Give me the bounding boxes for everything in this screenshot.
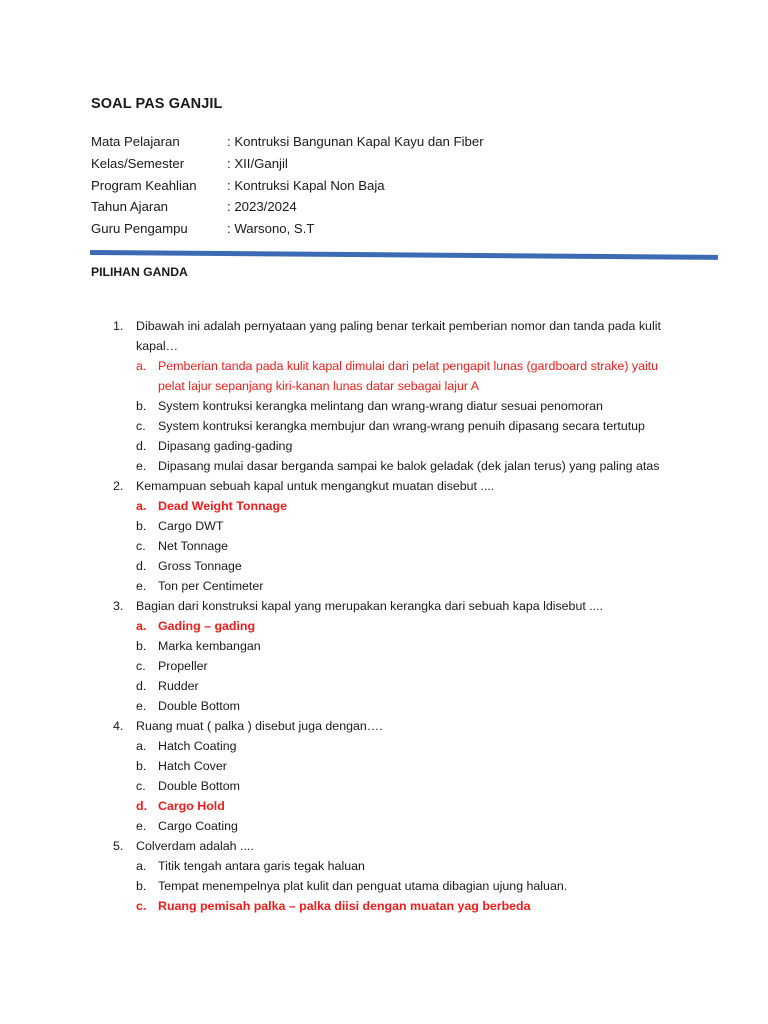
question-number: 3. (113, 599, 124, 613)
option-letter: d. (136, 439, 147, 453)
option-letter: b. (136, 519, 147, 533)
option-letter: a. (136, 359, 147, 373)
answer-option (0, 756, 768, 776)
option-letter: e. (136, 579, 147, 593)
option-text: Dipasang mulai dasar berganda sampai ke balok geladak (dek jalan terus) yang paling atas (158, 459, 660, 473)
answer-option (0, 456, 768, 476)
answer-option (0, 516, 768, 536)
info-label: Tahun Ajaran (91, 199, 168, 215)
option-letter: e. (136, 699, 147, 713)
option-letter: d. (136, 679, 147, 693)
answer-option (0, 636, 768, 656)
info-value: : 2023/2024 (227, 199, 297, 215)
answer-option-correct (0, 796, 768, 816)
option-letter: b. (136, 399, 147, 413)
option-text: Dead Weight Tonnage (158, 499, 287, 513)
answer-option-correct (0, 896, 768, 916)
option-letter: a. (136, 499, 147, 513)
option-letter: e. (136, 819, 147, 833)
answer-option (0, 436, 768, 456)
answer-option (0, 656, 768, 676)
answer-option-correct (0, 616, 768, 636)
answer-option (0, 416, 768, 436)
option-text: Marka kembangan (158, 639, 261, 653)
question-text: Bagian dari konstruksi kapal yang merupakan kerangka dari sebuah kapa ldisebut .... (136, 599, 603, 613)
option-text: Hatch Cover (158, 759, 227, 773)
info-value: : Kontruksi Bangunan Kapal Kayu dan Fiber (227, 134, 484, 149)
question-item (0, 316, 768, 356)
info-value: : Kontruksi Kapal Non Baja (227, 177, 385, 193)
option-letter: b. (136, 639, 147, 653)
question-item (0, 476, 768, 496)
option-text: Rudder (158, 679, 199, 693)
option-text: Double Bottom (158, 779, 240, 793)
option-text: Pemberian tanda pada kulit kapal dimulai dari pelat pengapit lunas (gardboard strake) yaitu pelat lajur sepanjang kiri-kanan lunas datar sebagai lajur A (158, 359, 659, 393)
question-item (0, 836, 768, 856)
answer-option (0, 536, 768, 556)
option-letter: b. (136, 879, 147, 893)
answer-option (0, 576, 768, 596)
option-letter: b. (136, 759, 147, 773)
question-number: 4. (113, 719, 124, 733)
answer-option (0, 396, 768, 416)
info-label: Program Keahlian (91, 177, 197, 193)
question-number: 5. (113, 839, 124, 853)
option-text: Titik tengah antara garis tegak haluan (158, 859, 365, 873)
option-text: Ruang pemisah palka – palka diisi dengan muatan yag berbeda (158, 899, 531, 913)
info-label: Kelas/Semester (91, 155, 185, 171)
option-letter: a. (136, 619, 147, 633)
answer-option (0, 736, 768, 756)
question-text: Ruang muat ( palka ) disebut juga dengan…. (136, 719, 383, 733)
answer-option (0, 696, 768, 716)
option-text: Cargo DWT (158, 519, 224, 533)
info-label: Mata Pelajaran (91, 134, 180, 149)
question-text: Dibawah ini adalah pernyataan yang paling benar terkait pemberian nomor dan tanda pada kulit kapal… (136, 319, 661, 353)
option-text: Net Tonnage (158, 539, 229, 553)
option-text: System kontruksi kerangka melintang dan wrang-wrang diatur sesuai penomoran (158, 399, 603, 413)
option-text: Cargo Hold (158, 799, 225, 813)
question-list (0, 316, 768, 916)
header-divider (90, 250, 718, 260)
option-letter: c. (136, 899, 147, 913)
answer-option-correct (0, 356, 768, 396)
document-title: SOAL PAS GANJIL (91, 96, 223, 112)
answer-option (0, 676, 768, 696)
option-letter: d. (136, 559, 147, 573)
option-letter: c. (136, 659, 146, 673)
option-text: System kontruksi kerangka membujur dan wrang-wrang penuih dipasang secara tertutup (158, 419, 645, 433)
option-text: Ton per Centimeter (158, 579, 264, 593)
info-label: Guru Pengampu (91, 221, 188, 237)
option-text: Gross Tonnage (158, 559, 242, 573)
question-number: 2. (113, 479, 124, 493)
option-letter: a. (136, 859, 147, 873)
option-text: Double Bottom (158, 699, 240, 713)
question-item (0, 716, 768, 736)
answer-option (0, 776, 768, 796)
option-text: Dipasang gading-gading (158, 439, 293, 453)
question-text: Colverdam adalah .... (136, 839, 254, 853)
info-value: : XII/Ganjil (227, 155, 288, 171)
answer-option (0, 556, 768, 576)
option-letter: c. (136, 419, 146, 433)
info-value: : Warsono, S.T (227, 221, 315, 237)
option-letter: e. (136, 459, 147, 473)
answer-option-correct (0, 496, 768, 516)
option-text: Propeller (158, 659, 208, 673)
option-text: Tempat menempelnya plat kulit dan penguat utama dibagian ujung haluan. (158, 879, 568, 893)
option-text: Cargo Coating (158, 819, 238, 833)
answer-option (0, 876, 768, 896)
section-title: PILIHAN GANDA (91, 265, 188, 279)
question-item (0, 596, 768, 616)
option-letter: c. (136, 779, 146, 793)
option-letter: a. (136, 739, 147, 753)
option-text: Hatch Coating (158, 739, 237, 753)
answer-option (0, 856, 768, 876)
option-letter: c. (136, 539, 146, 553)
question-number: 1. (113, 319, 124, 333)
option-letter: d. (136, 799, 148, 813)
answer-option (0, 816, 768, 836)
option-text: Gading – gading (158, 619, 256, 633)
question-text: Kemampuan sebuah kapal untuk mengangkut muatan disebut .... (136, 479, 495, 493)
